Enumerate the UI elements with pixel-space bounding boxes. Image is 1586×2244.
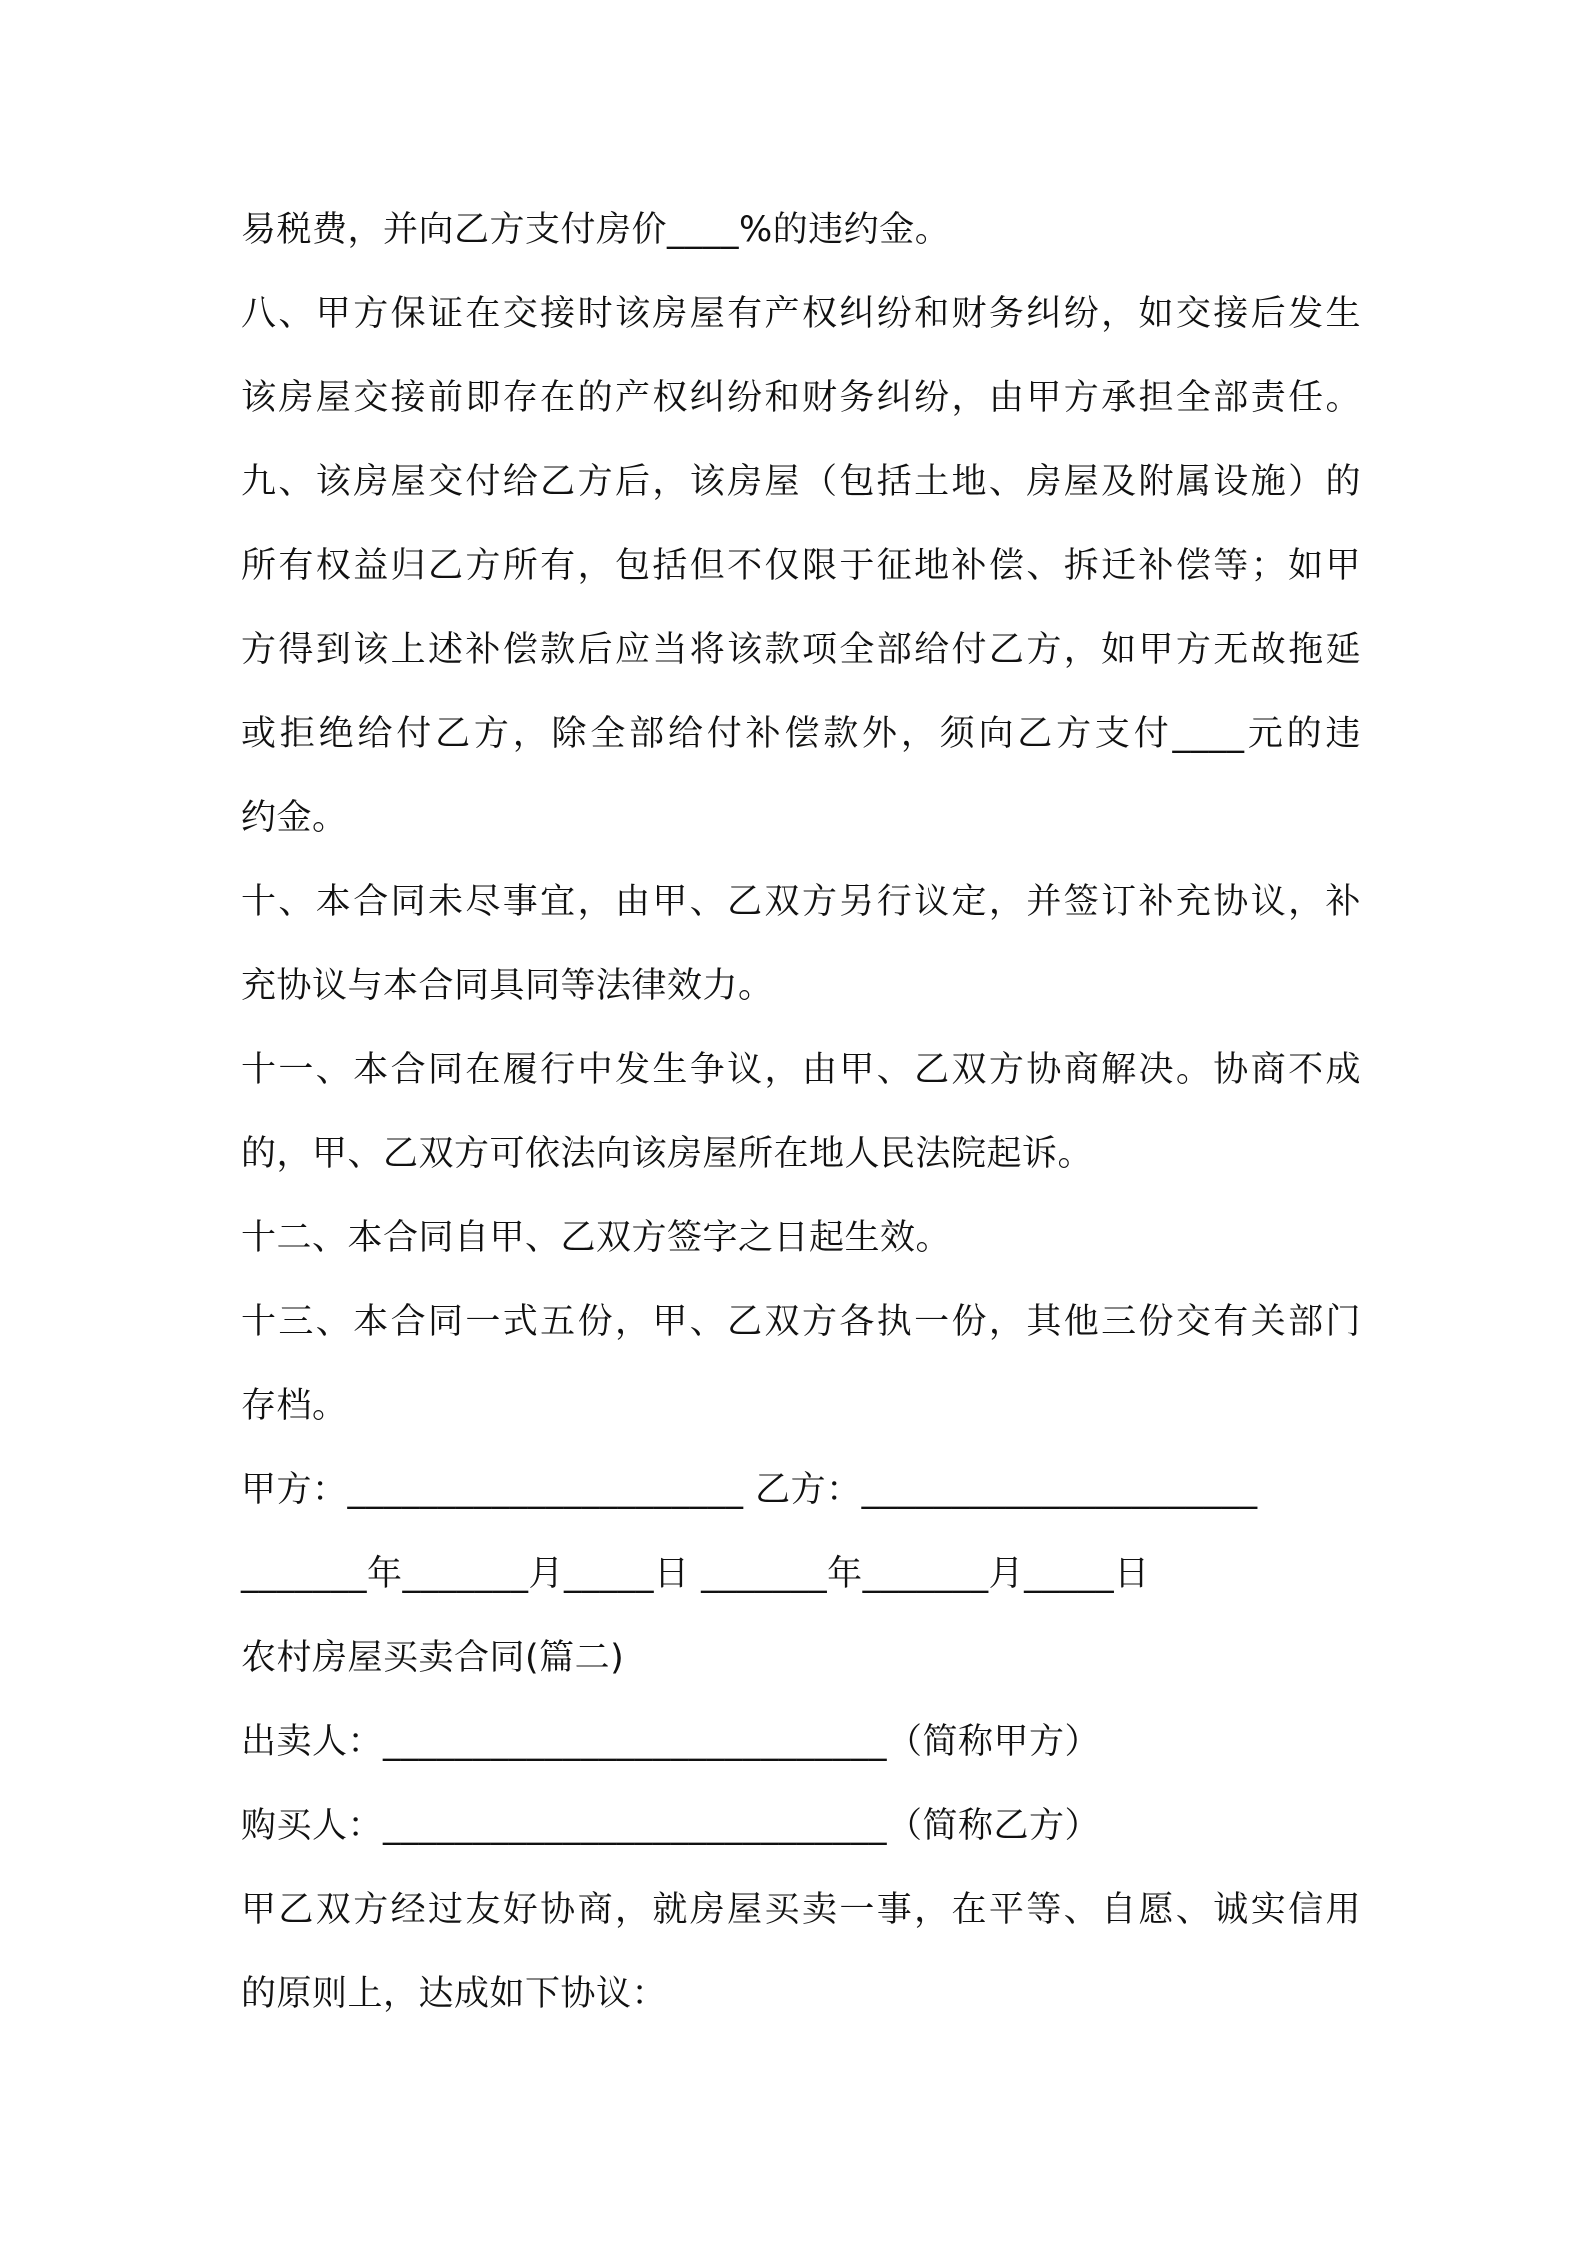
- text-line: 的原则上，达成如下协议：: [241, 1974, 668, 2014]
- text-line: 甲乙双方经过友好协商，就房屋买卖一事，在平等、自愿、诚实信用: [241, 1890, 1361, 1930]
- text-line: 十、本合同未尽事宜，由甲、乙双方另行议定，并签订补充协议，补: [241, 882, 1361, 922]
- text-line: 方得到该上述补偿款后应当将该款项全部给付乙方，如甲方无故拖延: [241, 630, 1361, 670]
- text-line: 或拒绝给付乙方，除全部给付补偿款外，须向乙方支付____元的违: [241, 714, 1361, 754]
- seller-line: 出卖人：____________________________（简称甲方）: [241, 1722, 1101, 1762]
- text-line: 十一、本合同在履行中发生争议，由甲、乙双方协商解决。协商不成: [241, 1050, 1361, 1090]
- text-line: 存档。: [241, 1386, 348, 1426]
- date-line: _______年_______月_____日 _______年_______月_____日: [241, 1554, 1150, 1594]
- text-line: 所有权益归乙方所有，包括但不仅限于征地补偿、拆迁补偿等；如甲: [241, 546, 1361, 586]
- text-line: 该房屋交接前即存在的产权纠纷和财务纠纷，由甲方承担全部责任。: [241, 378, 1361, 418]
- text-line: 九、该房屋交付给乙方后，该房屋（包括土地、房屋及附属设施）的: [241, 462, 1361, 502]
- text-line: 八、甲方保证在交接时该房屋有产权纠纷和财务纠纷，如交接后发生: [241, 294, 1361, 334]
- text-line: 的，甲、乙双方可依法向该房屋所在地人民法院起诉。: [241, 1134, 1094, 1174]
- text-line: 十二、本合同自甲、乙双方签字之日起生效。: [241, 1218, 952, 1258]
- buyer-line: 购买人：____________________________（简称乙方）: [241, 1806, 1101, 1846]
- section-title: 农村房屋买卖合同(篇二): [241, 1638, 625, 1678]
- text-line: 充协议与本合同具同等法律效力。: [241, 966, 774, 1006]
- text-line: 约金。: [241, 798, 348, 838]
- text-line: 易税费，并向乙方支付房价____%的违约金。: [241, 210, 951, 250]
- text-line: 十三、本合同一式五份，甲、乙双方各执一份，其他三份交有关部门: [241, 1302, 1361, 1342]
- signature-line: 甲方：______________________ 乙方：______________________: [241, 1470, 1258, 1510]
